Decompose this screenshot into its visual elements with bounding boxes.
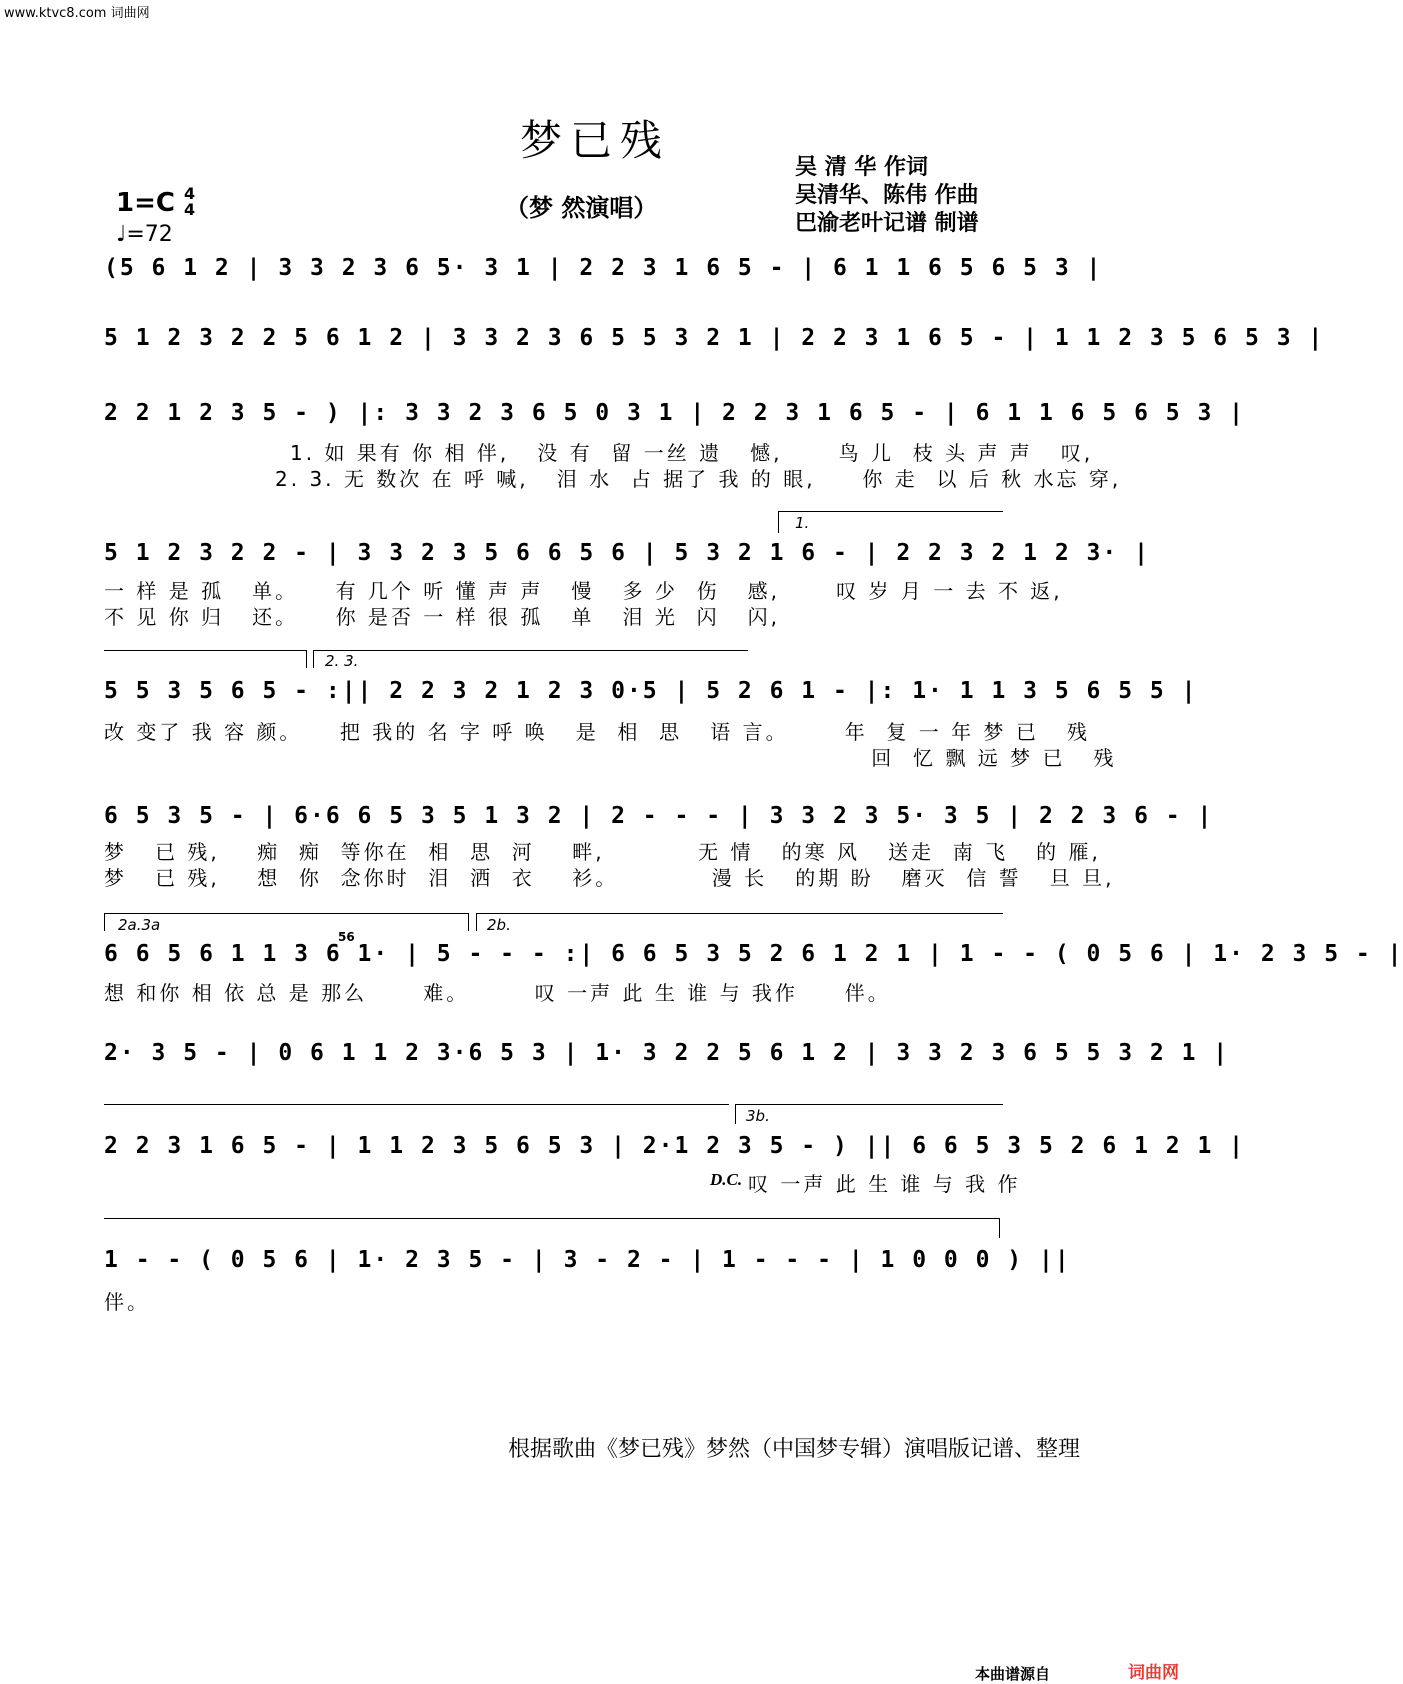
volta-bracket bbox=[778, 511, 1003, 512]
notation-row: (5 6 1 2 | 3 3 2 3 6 5· 3 1 | 2 2 3 1 6 5 - | 6 1 1 6 5 6 5 3 | bbox=[104, 255, 1103, 281]
grace-note: 56 bbox=[338, 930, 355, 944]
time-signature-bottom: 4 bbox=[184, 200, 196, 219]
time-signature bbox=[184, 186, 195, 218]
dc-marking: D.C. bbox=[710, 1170, 743, 1189]
lyric-line: 想 和你 相 依 总 是 那么 难。 叹 一声 此 生 谁 与 我作 伴。 bbox=[104, 981, 891, 1005]
volta-bracket-tick bbox=[999, 1218, 1000, 1238]
volta-label: 1. bbox=[795, 514, 810, 532]
lyricist-credit: 吴 清 华 作词 bbox=[795, 155, 928, 180]
notation-row: 1 - - ( 0 5 6 | 1· 2 3 5 - | 3 - 2 - | 1 - - - | 1 0 0 0 ) || bbox=[104, 1247, 1071, 1273]
lyric-line: 不 见 你 归 还。 你 是否 一 样 很 孤 单 泪 光 闪 闪, bbox=[104, 605, 781, 629]
volta-bracket bbox=[104, 1218, 999, 1219]
source-note: 本曲谱源自 bbox=[975, 1665, 1051, 1683]
volta-bracket-tick bbox=[306, 650, 307, 668]
volta-bracket-tick bbox=[476, 913, 477, 931]
lyric-line: 2. 3. 无 数次 在 呼 喊, 泪 水 占 据了 我 的 眼, 你 走 以 后 秋 水忘 穿, bbox=[275, 467, 1122, 491]
volta-bracket bbox=[735, 1104, 1003, 1105]
page-title: 梦已残 bbox=[519, 116, 670, 165]
lyric-line: 一 样 是 孤 单。 有 几个 听 懂 声 声 慢 多 少 伤 感, 叹 岁 月 一 去 不 返, bbox=[104, 579, 1063, 603]
lyric-line: 梦 已 残, 痴 痴 等你在 相 思 河 畔, 无 情 的寒 风 送走 南 飞 的 雁, bbox=[104, 840, 1101, 864]
tempo-marking: ♩=72 bbox=[116, 222, 173, 247]
time-signature-top: 4 bbox=[184, 184, 196, 203]
site-url: www.ktvc8.com 词曲网 bbox=[4, 6, 150, 21]
transcriber-credit: 巴渝老叶记谱 制谱 bbox=[795, 211, 979, 236]
volta-label: 2. 3. bbox=[325, 652, 359, 670]
lyric-line: 回 忆 飘 远 梦 已 残 bbox=[104, 746, 1117, 770]
lyric-line: 伴。 bbox=[104, 1290, 150, 1314]
lyric-line: 1. 如 果有 你 相 伴, 没 有 留 一丝 遗 憾, 鸟 儿 枝 头 声 声 叹, bbox=[290, 441, 1094, 465]
volta-bracket bbox=[476, 913, 1003, 914]
lyric-line: 叹 一声 此 生 谁 与 我 作 bbox=[748, 1172, 1021, 1196]
volta-label: 3b. bbox=[746, 1107, 770, 1125]
volta-bracket-tick bbox=[778, 511, 779, 533]
notation-row: 6 6 5 6 1 1 3 6 1· | 5 - - - :| 6 6 5 3 5 2 6 1 2 1 | 1 - - ( 0 5 6 | 1· 2 3 5 - | bbox=[104, 941, 1403, 967]
notation-row: 2· 3 5 - | 0 6 1 1 2 3·6 5 3 | 1· 3 2 2 5 6 1 2 | 3 3 2 3 6 5 5 3 2 1 | bbox=[104, 1040, 1230, 1066]
volta-bracket bbox=[104, 1104, 729, 1105]
notation-row: 6 5 3 5 - | 6·6 6 5 3 5 1 3 2 | 2 - - - | 3 3 2 3 5· 3 5 | 2 2 3 6 - | bbox=[104, 803, 1214, 829]
volta-bracket-tick bbox=[735, 1104, 736, 1124]
lyric-line: 梦 已 残, 想 你 念你时 泪 洒 衣 衫。 漫 长 的期 盼 磨灭 信 誓 旦 旦, bbox=[104, 866, 1115, 890]
notation-row: 5 1 2 3 2 2 5 6 1 2 | 3 3 2 3 6 5 5 3 2 1 | 2 2 3 1 6 5 - | 1 1 2 3 5 6 5 3 | bbox=[104, 325, 1325, 351]
volta-bracket-tick bbox=[313, 650, 314, 668]
notation-row: 2 2 3 1 6 5 - | 1 1 2 3 5 6 5 3 | 2·1 2 3 5 - ) || 6 6 5 3 5 2 6 1 2 1 | bbox=[104, 1133, 1245, 1159]
composer-credit: 吴清华、陈伟 作曲 bbox=[795, 183, 979, 208]
volta-label: 2a.3a bbox=[118, 916, 161, 934]
singer-label: （梦 然演唱） bbox=[505, 194, 658, 222]
transcription-note: 根据歌曲《梦已残》梦然（中国梦专辑）演唱版记谱、整理 bbox=[507, 1437, 1080, 1462]
lyric-line: 改 变了 我 容 颜。 把 我的 名 字 呼 唤 是 相 思 语 言。 年 复 一 年 梦 已 残 bbox=[104, 720, 1090, 744]
notation-row: 2 2 1 2 3 5 - ) |: 3 3 2 3 6 5 0 3 1 | 2 2 3 1 6 5 - | 6 1 1 6 5 6 5 3 | bbox=[104, 400, 1245, 426]
volta-bracket-tick bbox=[104, 913, 105, 931]
volta-label: 2b. bbox=[487, 916, 511, 934]
key-signature: 1=C bbox=[116, 188, 175, 218]
volta-bracket-tick bbox=[468, 913, 469, 931]
notation-row: 5 1 2 3 2 2 - | 3 3 2 3 5 6 6 5 6 | 5 3 2 1 6 - | 2 2 3 2 1 2 3· | bbox=[104, 540, 1150, 566]
notation-row: 5 5 3 5 6 5 - :|| 2 2 3 2 1 2 3 0·5 | 5 2 6 1 - |: 1· 1 1 3 5 6 5 5 | bbox=[104, 678, 1198, 704]
brand-logo: 词曲网 bbox=[1128, 1663, 1179, 1683]
volta-bracket bbox=[104, 650, 306, 651]
volta-bracket bbox=[313, 650, 748, 651]
volta-bracket bbox=[104, 913, 468, 914]
